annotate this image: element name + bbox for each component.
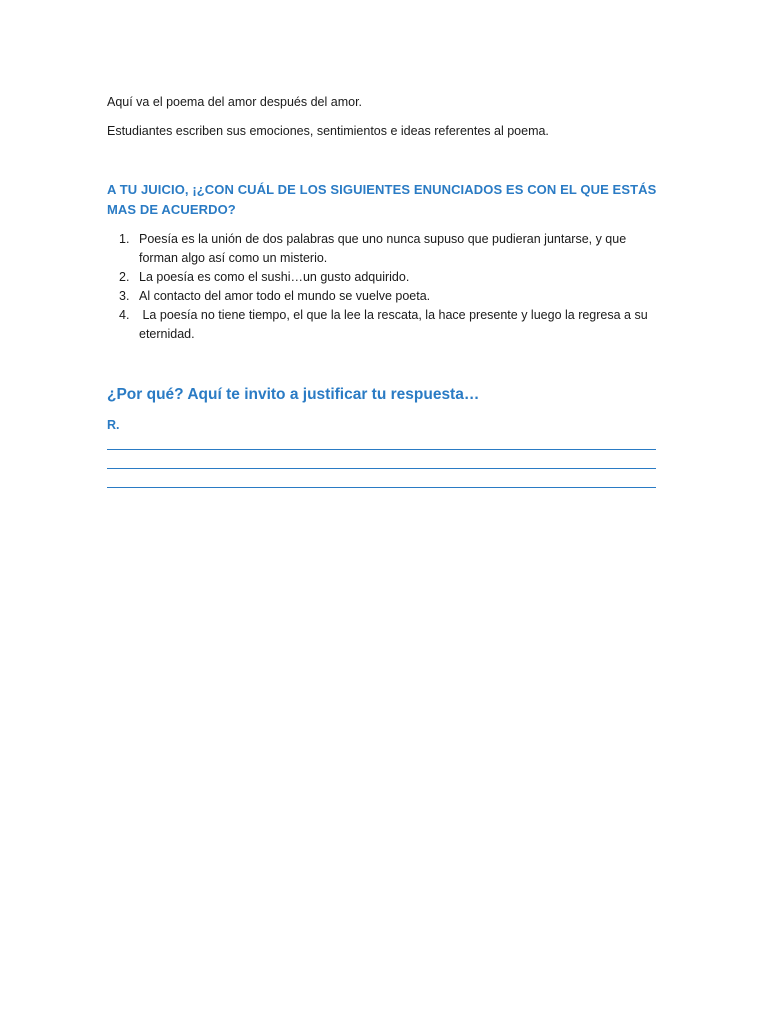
statement-number: 3.	[119, 289, 130, 303]
intro-text-poem: Aquí va el poema del amor después del amor.	[107, 95, 363, 109]
statement-item	[107, 287, 662, 306]
statement-text: La poesía es como el sushi…un gusto adquirido.	[139, 270, 410, 284]
statement-text: Al contacto del amor todo el mundo se vuelve poeta.	[139, 289, 431, 303]
answer-line[interactable]	[107, 449, 656, 450]
intro-text-instructions: Estudiantes escriben sus emociones, sentimientos e ideas referentes al poema.	[107, 124, 549, 138]
statement-item	[107, 306, 662, 344]
justification-heading: ¿Por qué? Aquí te invito a justificar tu respuesta…	[107, 386, 480, 403]
answer-prefix: R.	[107, 418, 120, 432]
statement-list	[107, 230, 662, 344]
statement-number: 1.	[119, 232, 130, 246]
answer-line[interactable]	[107, 487, 656, 488]
statement-text: Poesía es la unión de dos palabras que uno nunca supuso que pudieran juntarse, y que forman algo así como un misterio.	[139, 232, 627, 265]
answer-line[interactable]	[107, 468, 656, 469]
statement-number: 4.	[119, 308, 130, 322]
statement-item	[107, 230, 662, 268]
statement-number: 2.	[119, 270, 130, 284]
statement-item	[107, 268, 662, 287]
question-heading-opinion: A TU JUICIO, ¡¿CON CUÁL DE LOS SIGUIENTES ENUNCIADOS ES CON EL QUE ESTÁS MAS DE ACUERDO?	[107, 182, 657, 217]
statement-text: La poesía no tiene tiempo, el que la lee la rescata, la hace presente y luego la regresa a su eternidad.	[139, 308, 652, 341]
